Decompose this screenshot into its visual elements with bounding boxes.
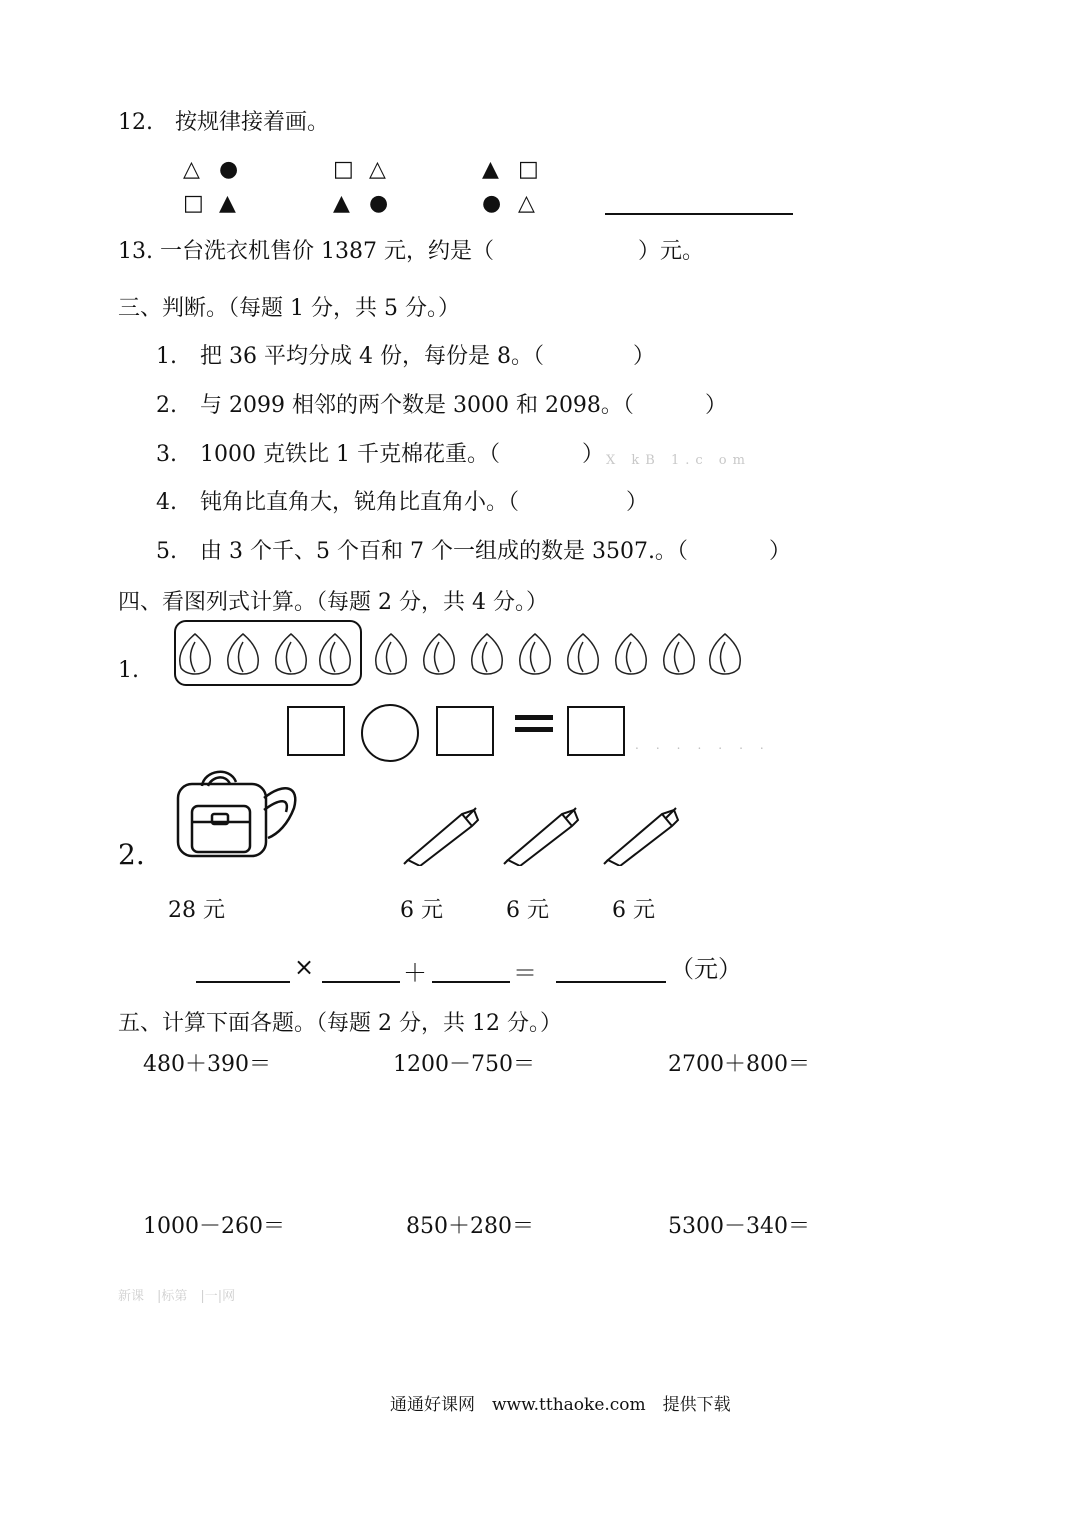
- shape-circle-filled: ●: [219, 157, 239, 182]
- peach-icon: [376, 634, 406, 674]
- equals-bar: [515, 715, 553, 720]
- judge-close: ）: [633, 344, 656, 369]
- section5-heading: 五、计算下面各题。（每题 2 分，共 12 分。）: [118, 1011, 562, 1036]
- shape-square-outline: □: [183, 191, 204, 216]
- peach-icon: [520, 634, 550, 674]
- watermark: X kB 1.c om: [606, 453, 751, 468]
- q12-answer-line[interactable]: [605, 213, 793, 215]
- judge-close: ）: [582, 442, 605, 467]
- peach-icon: [616, 634, 646, 674]
- shape-square-outline: □: [518, 157, 539, 182]
- calc-problem: 850＋280＝: [406, 1214, 534, 1239]
- answer-line[interactable]: [432, 981, 510, 983]
- shape-circle-filled: ●: [369, 191, 389, 216]
- calc-problem: 2700＋800＝: [668, 1052, 810, 1077]
- pen-icon: [402, 806, 484, 866]
- shape-triangle-outline: △: [369, 157, 386, 182]
- equals-sign: ＝: [513, 959, 537, 987]
- judge-text: 1000 克铁比 1 千克棉花重。（: [200, 442, 500, 467]
- shape-triangle-outline: △: [183, 157, 200, 182]
- problem2-num: 2.: [118, 838, 145, 871]
- peach-icon: [472, 634, 502, 674]
- judge-text: 由 3 个千、5 个百和 7 个一组成的数是 3507.。（: [200, 539, 688, 564]
- faint-watermark: 新课 |标第 |一|网: [118, 1289, 236, 1304]
- backpack-icon: [172, 764, 300, 866]
- calc-problem: 480＋390＝: [143, 1052, 271, 1077]
- answer-line[interactable]: [322, 981, 400, 983]
- bag-price: 28 元: [168, 898, 225, 923]
- peaches-illustration: [175, 628, 745, 680]
- calc-problem: 1000－260＝: [143, 1214, 285, 1239]
- problem1-num: 1.: [118, 658, 139, 683]
- shape-triangle-filled: ▲: [482, 157, 499, 182]
- judge-num: 5.: [156, 539, 177, 564]
- section3-heading: 三、判断。（每题 1 分，共 5 分。）: [118, 296, 460, 321]
- answer-box[interactable]: [436, 706, 494, 756]
- shape-square-outline: □: [333, 157, 354, 182]
- peach-icon: [664, 634, 694, 674]
- peach-icon: [568, 634, 598, 674]
- judge-num: 2.: [156, 393, 177, 418]
- pen-icon: [502, 806, 584, 866]
- section4-heading: 四、看图列式计算。（每题 2 分，共 4 分。）: [118, 590, 548, 615]
- times-sign: ×: [294, 953, 315, 981]
- judge-close: ）: [769, 539, 792, 564]
- equals-bar: [515, 727, 553, 732]
- pen-price: 6 元: [400, 898, 443, 923]
- judge-text: 把 36 平均分成 4 份，每份是 8。（: [200, 344, 544, 369]
- peach-icon: [320, 634, 350, 674]
- plus-sign: ＋: [403, 959, 427, 987]
- answer-box[interactable]: [287, 706, 345, 756]
- shape-triangle-outline: △: [518, 191, 535, 216]
- peach-icon: [228, 634, 258, 674]
- peach-icon: [424, 634, 454, 674]
- answer-line[interactable]: [556, 981, 666, 983]
- judge-close: ）: [705, 393, 728, 418]
- peach-icon: [180, 634, 210, 674]
- operator-circle[interactable]: [361, 704, 419, 762]
- judge-num: 1.: [156, 344, 177, 369]
- judge-close: ）: [626, 490, 649, 515]
- page-footer: 通通好课网 www.tthaoke.com 提供下载: [390, 1395, 731, 1415]
- peach-icon: [276, 634, 306, 674]
- q12-title: 12. 按规律接着画。: [118, 110, 329, 135]
- shape-triangle-filled: ▲: [333, 191, 350, 216]
- peach-icon: [710, 634, 740, 674]
- unit-label: （元）: [670, 955, 742, 983]
- pen-price: 6 元: [612, 898, 655, 923]
- calc-problem: 1200－750＝: [393, 1052, 535, 1077]
- shape-triangle-filled: ▲: [219, 191, 236, 216]
- pen-icon: [602, 806, 684, 866]
- judge-num: 4.: [156, 490, 177, 515]
- pen-price: 6 元: [506, 898, 549, 923]
- judge-text: 与 2099 相邻的两个数是 3000 和 2098。（: [200, 393, 634, 418]
- q13-tail: ）元。: [638, 239, 705, 264]
- shape-circle-filled: ●: [482, 191, 502, 216]
- judge-num: 3.: [156, 442, 177, 467]
- dotted-trail: .......: [635, 738, 781, 752]
- q13-text: 13. 一台洗衣机售价 1387 元，约是（: [118, 239, 494, 264]
- answer-line[interactable]: [196, 981, 290, 983]
- calc-problem: 5300－340＝: [668, 1214, 810, 1239]
- judge-text: 钝角比直角大，锐角比直角小。（: [200, 490, 520, 515]
- result-box[interactable]: [567, 706, 625, 756]
